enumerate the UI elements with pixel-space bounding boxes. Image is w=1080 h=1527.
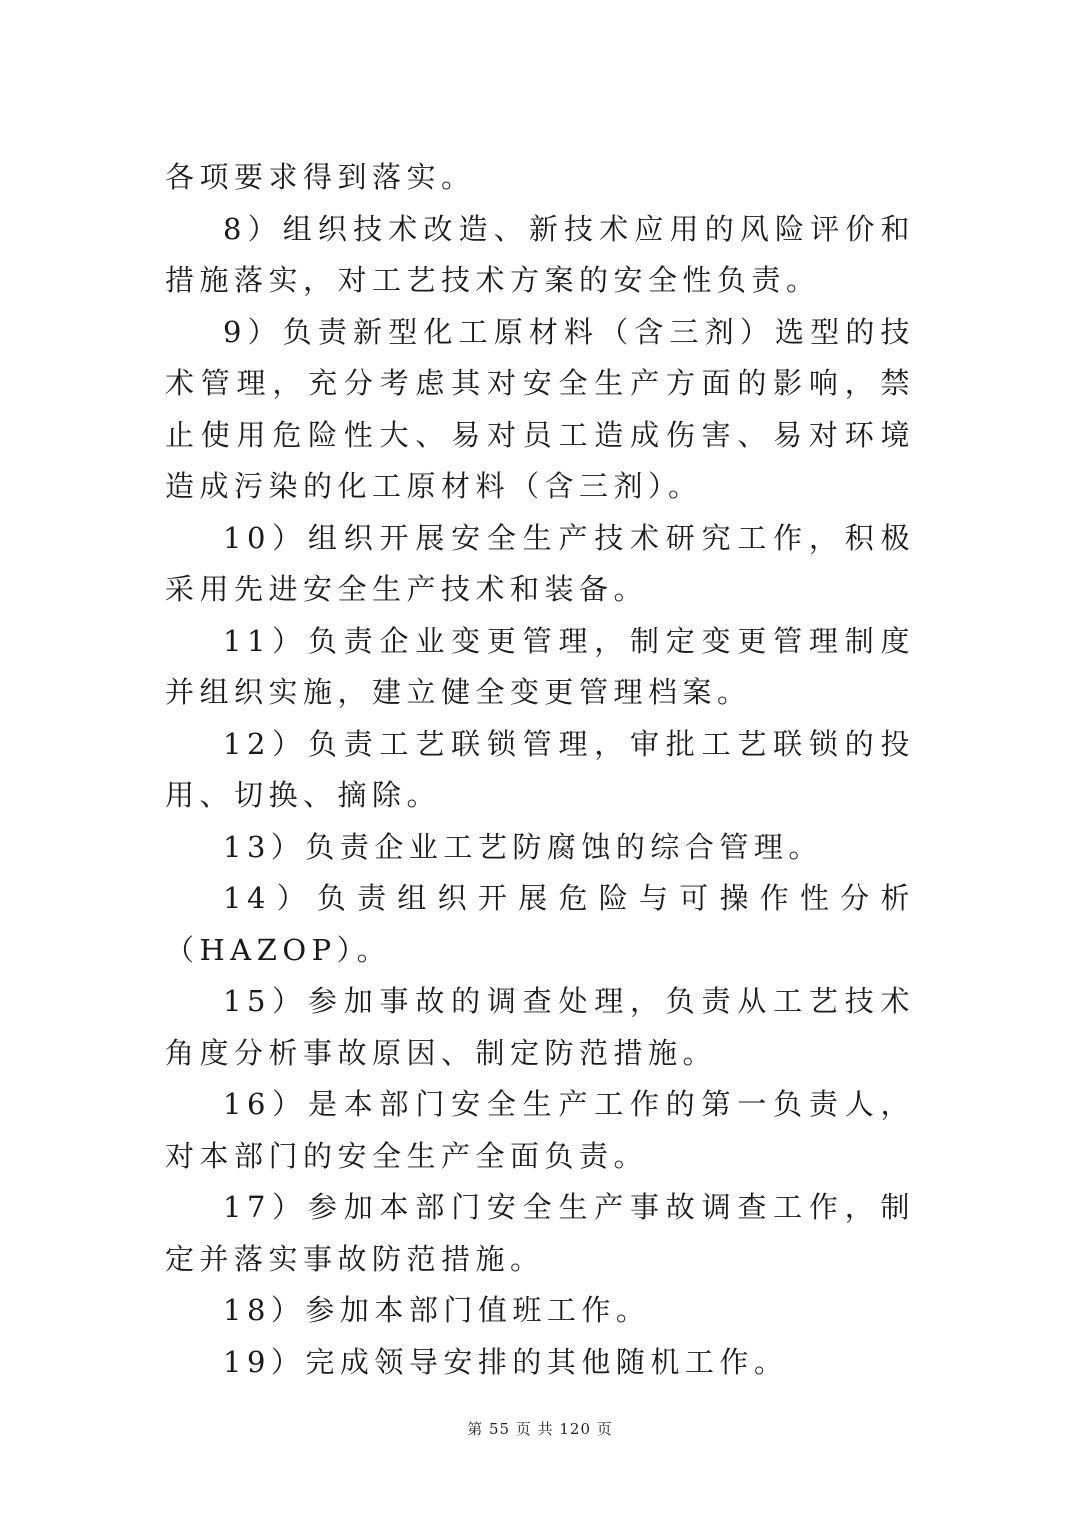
paragraph: 8）组织技术改造、新技术应用的风险评价和措施落实，对工艺技术方案的安全性负责。 [165,211,915,297]
paragraph: 16）是本部门安全生产工作的第一负责人，对本部门的安全生产全面负责。 [165,1087,915,1173]
paragraph: 11）负责企业变更管理，制定变更管理制度并组织实施，建立健全变更管理档案。 [165,623,915,709]
document-body [165,152,915,1388]
paragraph: 各项要求得到落实。 [165,160,476,194]
paragraph: 15）参加事故的调查处理，负责从工艺技术角度分析事故原因、制定防范措施。 [165,984,915,1070]
paragraph: 19）完成领导安排的其他随机工作。 [223,1344,789,1379]
paragraph: 18）参加本部门值班工作。 [223,1293,651,1327]
page-number-footer: 第 55 页 共 120 页 [467,1420,613,1438]
paragraph: 10）组织开展安全生产技术研究工作，积极采用先进安全生产技术和装备。 [165,520,915,606]
paragraph: 17）参加本部门安全生产事故调查工作，制定并落实事故防范措施。 [165,1190,915,1276]
paragraph: 14）负责组织开展危险与可操作性分析（HAZOP）。 [165,881,915,967]
paragraph: 12）负责工艺联锁管理，审批工艺联锁的投用、切换、摘除。 [165,726,915,812]
paragraph: 13）负责企业工艺防腐蚀的综合管理。 [223,829,823,864]
paragraph: 9）负责新型化工原材料（含三剂）选型的技术管理，充分考虑其对安全生产方面的影响，禁止使用危险性大、易对员工造成伤害、易对环境造成污染的化工原材料（含三剂）。 [165,314,915,503]
